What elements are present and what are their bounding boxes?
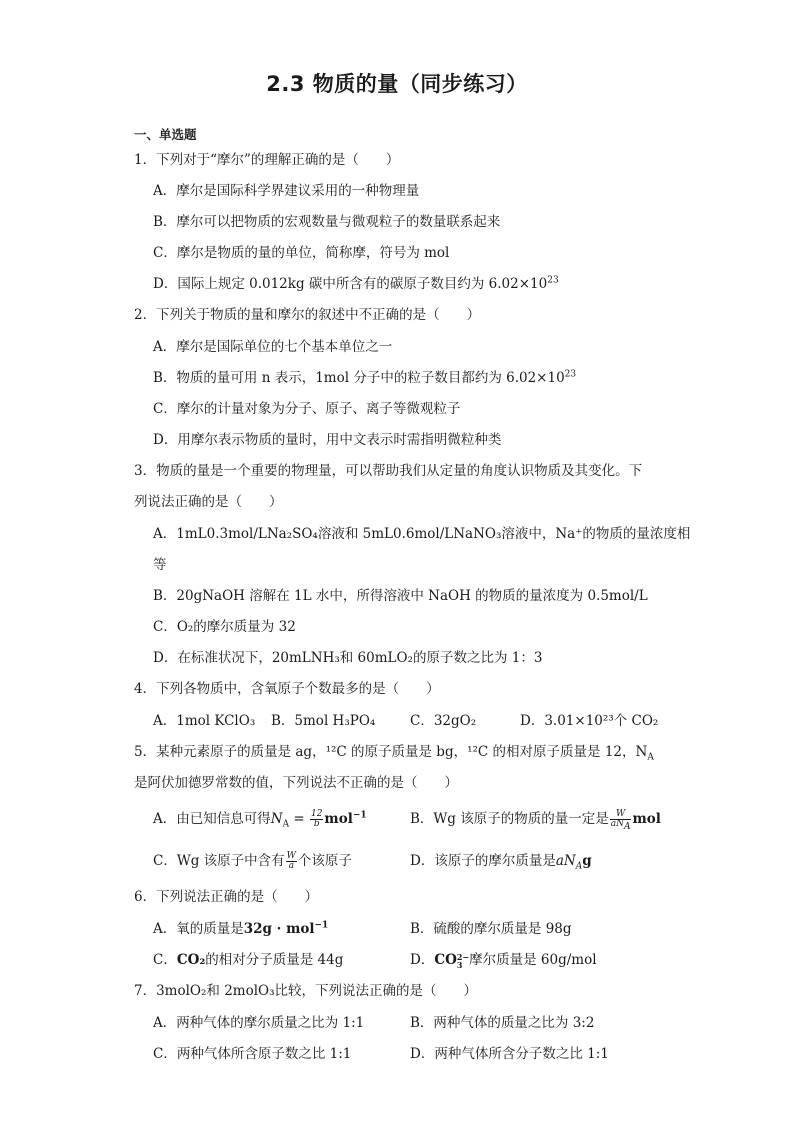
- q5-option-d: D．该原子的摩尔质量是$aN_Ag$: [410, 853, 592, 872]
- section-heading: 一、单选题: [134, 127, 197, 142]
- q2-option-a: A．摩尔是国际单位的七个基本单位之一: [153, 339, 393, 355]
- q6-option-c: C．CO₂的相对分子质量是 44g: [153, 952, 344, 968]
- q1-option-b: B．摩尔可以把物质的宏观数量与微观粒子的数量联系起来: [153, 214, 501, 230]
- q1-stem: 1．下列对于“摩尔”的理解正确的是（ ）: [134, 152, 400, 168]
- q5-option-c-fraction: $\frac{W}{a}$: [286, 851, 296, 871]
- q5-stem-line1: 5．某种元素原子的质量是 ag，¹²C 的原子质量是 bg，¹²C 的相对原子质量是 12，$N_A$: [134, 744, 654, 763]
- q1-option-c: C．摩尔是物质的量的单位，简称摩，符号为 mol: [153, 245, 450, 261]
- q3-stem-line2: 列说法正确的是（ ）: [134, 494, 283, 510]
- q5-option-a: A．由已知信息可得$N_A$ = $\frac{12}{b}$ mol$^{-1}$: [153, 809, 367, 830]
- q2-stem: 2．下列关于物质的量和摩尔的叙述中不正确的是（ ）: [134, 307, 481, 323]
- q2-option-c: C．摩尔的计量对象为分子、原子、离子等微观粒子: [153, 401, 461, 417]
- q6-option-b: B．硫酸的摩尔质量是 98g: [410, 921, 572, 937]
- q4-option-a: A．1mol KClO₃: [153, 713, 256, 729]
- q4-option-d: D．3.01×10²³个 CO₂: [520, 713, 659, 729]
- q2-option-d: D．用摩尔表示物质的量时，用中文表示时需指明微粒种类: [153, 432, 502, 448]
- q5-option-a-fraction: $\frac{12}{b}$: [310, 809, 323, 829]
- q6-option-a: A．氧的质量是32g · mol$^{-1}$: [153, 920, 329, 937]
- q3-option-a-line1: A．1mL0.3mol/LNa₂SO₄溶液和 5mL0.6mol/LNaNO₃溶液中，Na⁺的物质的量浓度相: [153, 526, 691, 542]
- q6-option-d: D．CO 2− 3 摩尔质量是 60g/mol: [410, 951, 597, 970]
- q6-stem: 6．下列说法正确的是（ ）: [134, 889, 319, 905]
- q7-option-a: A．两种气体的摩尔质量之比为 1:1: [153, 1015, 365, 1031]
- q3-option-a-line2: 等: [153, 557, 167, 573]
- q3-option-b: B．20gNaOH 溶解在 1L 水中，所得溶液中 NaOH 的物质的量浓度为 0.5mol/L: [153, 588, 648, 604]
- q3-stem-line1: 3．物质的量是一个重要的物理量，可以帮助我们从定量的角度认识物质及其变化。下: [134, 463, 643, 479]
- q7-option-c: C．两种气体所含原子数之比 1:1: [153, 1046, 352, 1062]
- q5-stem-line2: 是阿伏加德罗常数的值，下列说法不正确的是（ ）: [134, 775, 458, 791]
- q4-stem: 4．下列各物质中，含氧原子个数最多的是（ ）: [134, 681, 440, 697]
- q2-option-b: B．物质的量可用 n 表示，1mol 分子中的粒子数目都约为 $6.02\times 10^{23}$: [153, 369, 577, 386]
- q4-option-c: C．32gO₂: [410, 713, 477, 729]
- q5-option-c: C．Wg 该原子中含有 $\frac{W}{a}$ 个该原子: [153, 851, 352, 871]
- q1-option-d: D．国际上规定 0.012kg 碳中所含有的碳原子数目约为 $6.02\times 10^{23}$: [153, 275, 559, 292]
- q4-option-b: B．5mol H₃PO₄: [271, 713, 376, 729]
- q3-option-c: C．O₂的摩尔质量为 32: [153, 619, 296, 635]
- q3-option-d: D．在标准状况下，20mLNH₃和 60mLO₂的原子数之比为 1：3: [153, 650, 543, 666]
- page-title: 2.3 物质的量（同步练习）: [266, 72, 528, 96]
- q7-stem: 7．3molO₂和 2molO₃比较，下列说法正确的是（ ）: [134, 983, 478, 999]
- q5-option-b-fraction: $\frac{W}{aN_A}$: [610, 809, 631, 832]
- q5-option-b: B．Wg 该原子的物质的量一定是 $\frac{W}{aN_A}$ mol: [410, 809, 661, 832]
- q7-option-d: D．两种气体所含分子数之比 1:1: [410, 1046, 609, 1062]
- q7-option-b: B．两种气体的质量之比为 3:2: [410, 1015, 595, 1031]
- q1-option-a: A．摩尔是国际科学界建议采用的一种物理量: [153, 183, 420, 199]
